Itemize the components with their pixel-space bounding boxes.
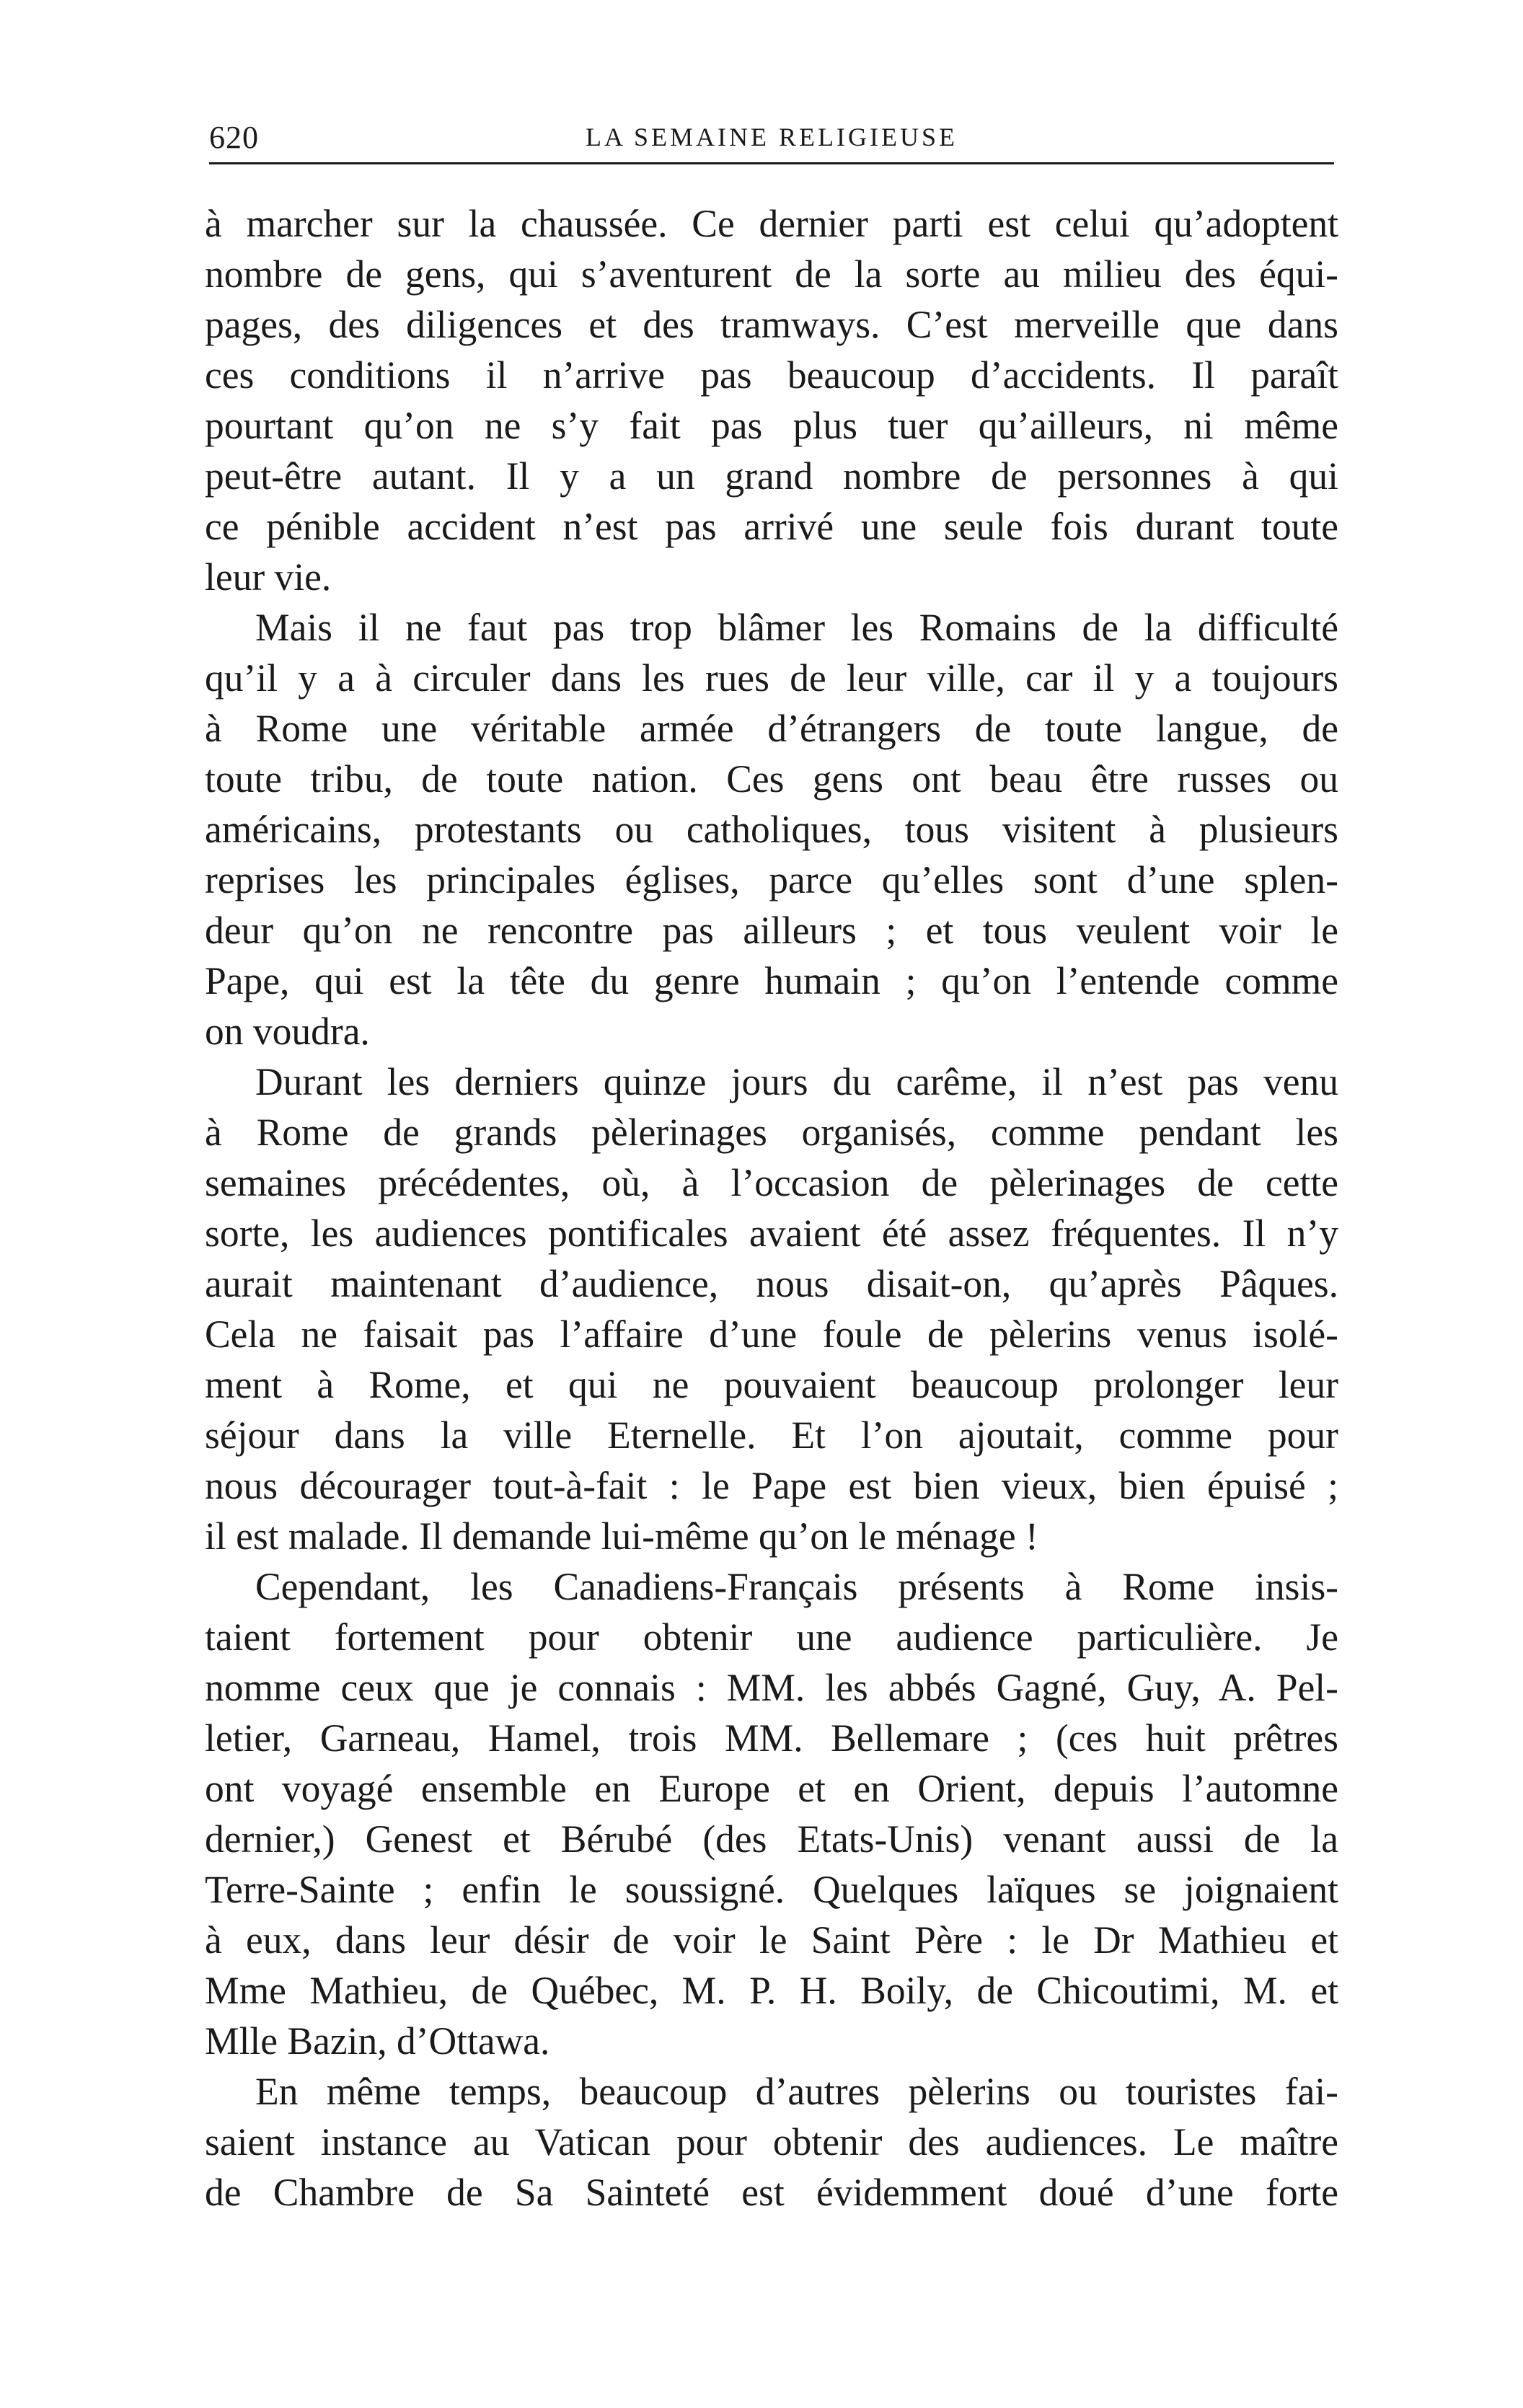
text-line: sorte, les audiences pontificales avaient été assez fréquentes. Il n’y [205,1212,1338,1255]
paragraph [205,1057,1338,1561]
text-line: Cependant, les Canadiens-Français présents à Rome insis- [255,1565,1338,1608]
text-line: on voudra. [205,1010,370,1053]
text-line: il est malade. Il demande lui-même qu’on le ménage ! [205,1514,1038,1558]
text-line: reprises les principales églises, parce qu’elles sont d’une splen- [205,858,1338,901]
text-line: ces conditions il n’arrive pas beaucoup d’accidents. Il paraît [205,353,1338,397]
text-line: peut-être autant. Il y a un grand nombre de personnes à qui [205,454,1338,498]
text-line: à marcher sur la chaussée. Ce dernier parti est celui qu’adoptent [205,202,1338,245]
text-line: nombre de gens, qui s’aventurent de la sorte au milieu des équi- [205,252,1338,296]
text-line: pages, des diligences et des tramways. C’est merveille que dans [205,303,1338,346]
text-line: séjour dans la ville Eternelle. Et l’on ajoutait, comme pour [205,1414,1338,1457]
paragraph [205,198,1338,602]
text-line: Mlle Bazin, d’Ottawa. [205,2019,550,2063]
body-text [205,198,1338,2218]
text-line: aurait maintenant d’audience, nous disait-on, qu’après Pâques. [205,1262,1338,1305]
text-line: letier, Garneau, Hamel, trois MM. Bellemare ; (ces huit prêtres [205,1716,1338,1760]
text-line: Terre-Sainte ; enfin le soussigné. Quelques laïques se joignaient [205,1868,1338,1911]
running-title: LA SEMAINE RELIGIEUSE [586,123,958,151]
text-line: saient instance au Vatican pour obtenir des audiences. Le maître [205,2120,1338,2164]
text-line: Mme Mathieu, de Québec, M. P. H. Boily, de Chicoutimi, M. et [205,1969,1338,2012]
page-header [209,119,1334,164]
text-line: En même temps, beaucoup d’autres pèlerins ou touristes fai- [255,2070,1338,2113]
text-line: nomme ceux que je connais : MM. les abbés Gagné, Guy, A. Pel- [205,1666,1338,1709]
text-line: dernier,) Genest et Bérubé (des Etats-Unis) venant aussi de la [205,1817,1338,1861]
text-line: Mais il ne faut pas trop blâmer les Romains de la difficulté [255,606,1338,649]
text-line: à Rome de grands pèlerinages organisés, comme pendant les [205,1111,1338,1154]
text-line: ment à Rome, et qui ne pouvaient beaucoup prolonger leur [205,1363,1338,1406]
text-line: de Chambre de Sa Sainteté est évidemment doué d’une forte [205,2171,1338,2214]
text-line: ce pénible accident n’est pas arrivé une seule fois durant toute [205,505,1338,548]
text-line: à Rome une véritable armée d’étrangers de toute langue, de [205,707,1338,750]
text-line: leur vie. [205,555,332,599]
text-line: Cela ne faisait pas l’affaire d’une foule de pèlerins venus isolé- [205,1313,1338,1356]
text-line: qu’il y a à circuler dans les rues de leur ville, car il y a toujours [205,656,1338,700]
text-line: pourtant qu’on ne s’y fait pas plus tuer qu’ailleurs, ni même [205,404,1338,447]
text-line: Pape, qui est la tête du genre humain ; qu’on l’entende comme [205,959,1338,1002]
paragraph [205,1561,1338,2066]
text-line: taient fortement pour obtenir une audience particulière. Je [205,1615,1338,1659]
text-line: ont voyagé ensemble en Europe et en Orient, depuis l’automne [205,1767,1338,1810]
text-line: semaines précédentes, où, à l’occasion de pèlerinages de cette [205,1161,1338,1204]
paragraph [205,602,1338,1057]
text-line: deur qu’on ne rencontre pas ailleurs ; et tous veulent voir le [205,909,1338,952]
paragraph [205,2066,1338,2218]
text-line: toute tribu, de toute nation. Ces gens ont beau être russes ou [205,757,1338,801]
text-line: à eux, dans leur désir de voir le Saint Père : le Dr Mathieu et [205,1918,1338,1962]
text-line: nous décourager tout-à-fait : le Pape est bien vieux, bien épuisé ; [205,1464,1338,1507]
text-line: américains, protestants ou catholiques, tous visitent à plusieurs [205,808,1338,851]
page-number: 620 [209,120,259,155]
text-line: Durant les derniers quinze jours du carême, il n’est pas venu [255,1060,1338,1103]
